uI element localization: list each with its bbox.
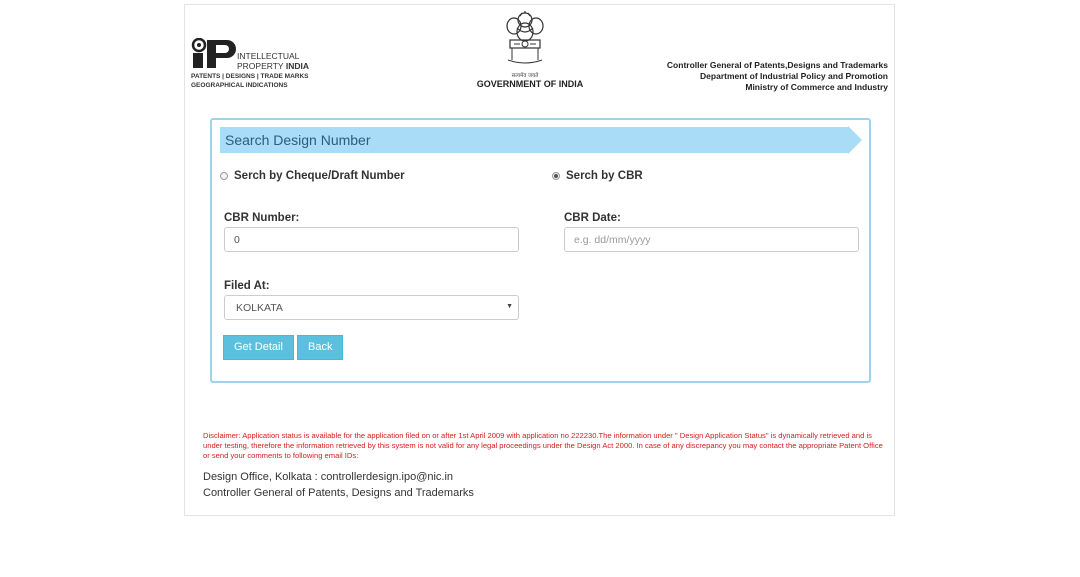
ipi-line4: GEOGRAPHICAL INDICATIONS — [191, 82, 288, 89]
ipi-line2-prefix: PROPERTY — [237, 61, 284, 71]
chevron-down-icon: ▼ — [506, 303, 513, 310]
controller-line2: Department of Industrial Policy and Promotion — [700, 71, 888, 81]
controller-general-block — [667, 60, 888, 93]
cbr-date-input[interactable] — [564, 227, 859, 252]
cbr-date-label: CBR Date: — [564, 212, 621, 224]
emblem-motto: सत्यमेव जयते — [511, 73, 539, 79]
radio-cheque-button[interactable] — [220, 172, 228, 180]
banner-arrow-icon — [848, 126, 862, 154]
disclaimer-text: Disclaimer: Application status is available for the application filed on or after 1st April 2009 with application no 222230.The information under " Design Application Status" is dynamically retrieved and is under testing, therefore the information retrieved by this system is not valid for any legal proceedings under the Design Act 2000. In case of any discrepancy you may contact the appropriate Patent Office or send your comments to following email IDs: — [203, 431, 883, 460]
get-detail-button[interactable]: Get Detail — [223, 335, 294, 360]
ip-india-mark-icon — [191, 38, 237, 68]
ipi-line1: INTELLECTUAL — [237, 51, 300, 61]
government-of-india-label: GOVERNMENT OF INDIA — [476, 79, 584, 89]
filed-at-select[interactable] — [224, 295, 519, 320]
ipi-line2-bold: INDIA — [285, 61, 309, 71]
cbr-number-label: CBR Number: — [224, 212, 300, 224]
radio-cheque-option[interactable] — [220, 170, 405, 182]
ipi-line2 — [237, 61, 309, 71]
filed-at-value: KOLKATA — [236, 302, 283, 314]
controller-line1: Controller General of Patents,Designs and Trademarks — [666, 60, 888, 70]
search-panel — [210, 118, 871, 383]
national-emblem-icon — [500, 10, 550, 72]
radio-cbr-option[interactable] — [552, 170, 643, 182]
controller-line3: Ministry of Commerce and Industry — [745, 82, 888, 92]
page-card — [184, 4, 895, 516]
search-panel-title: Search Design Number — [225, 132, 371, 148]
radio-cbr-label[interactable]: Serch by CBR — [566, 170, 643, 182]
radio-cbr-button[interactable] — [552, 172, 560, 180]
ipi-line3: PATENTS | DESIGNS | TRADE MARKS — [191, 73, 309, 80]
contact-controller-general: Controller General of Patents, Designs and Trademarks — [203, 487, 474, 499]
ip-india-logo — [191, 38, 341, 98]
radio-cheque-label[interactable]: Serch by Cheque/Draft Number — [234, 170, 405, 182]
cbr-number-input[interactable] — [224, 227, 519, 252]
back-button[interactable]: Back — [297, 335, 343, 360]
contact-office: Design Office, Kolkata : controllerdesign.ipo@nic.in — [203, 471, 454, 483]
filed-at-label: Filed At: — [224, 280, 270, 292]
